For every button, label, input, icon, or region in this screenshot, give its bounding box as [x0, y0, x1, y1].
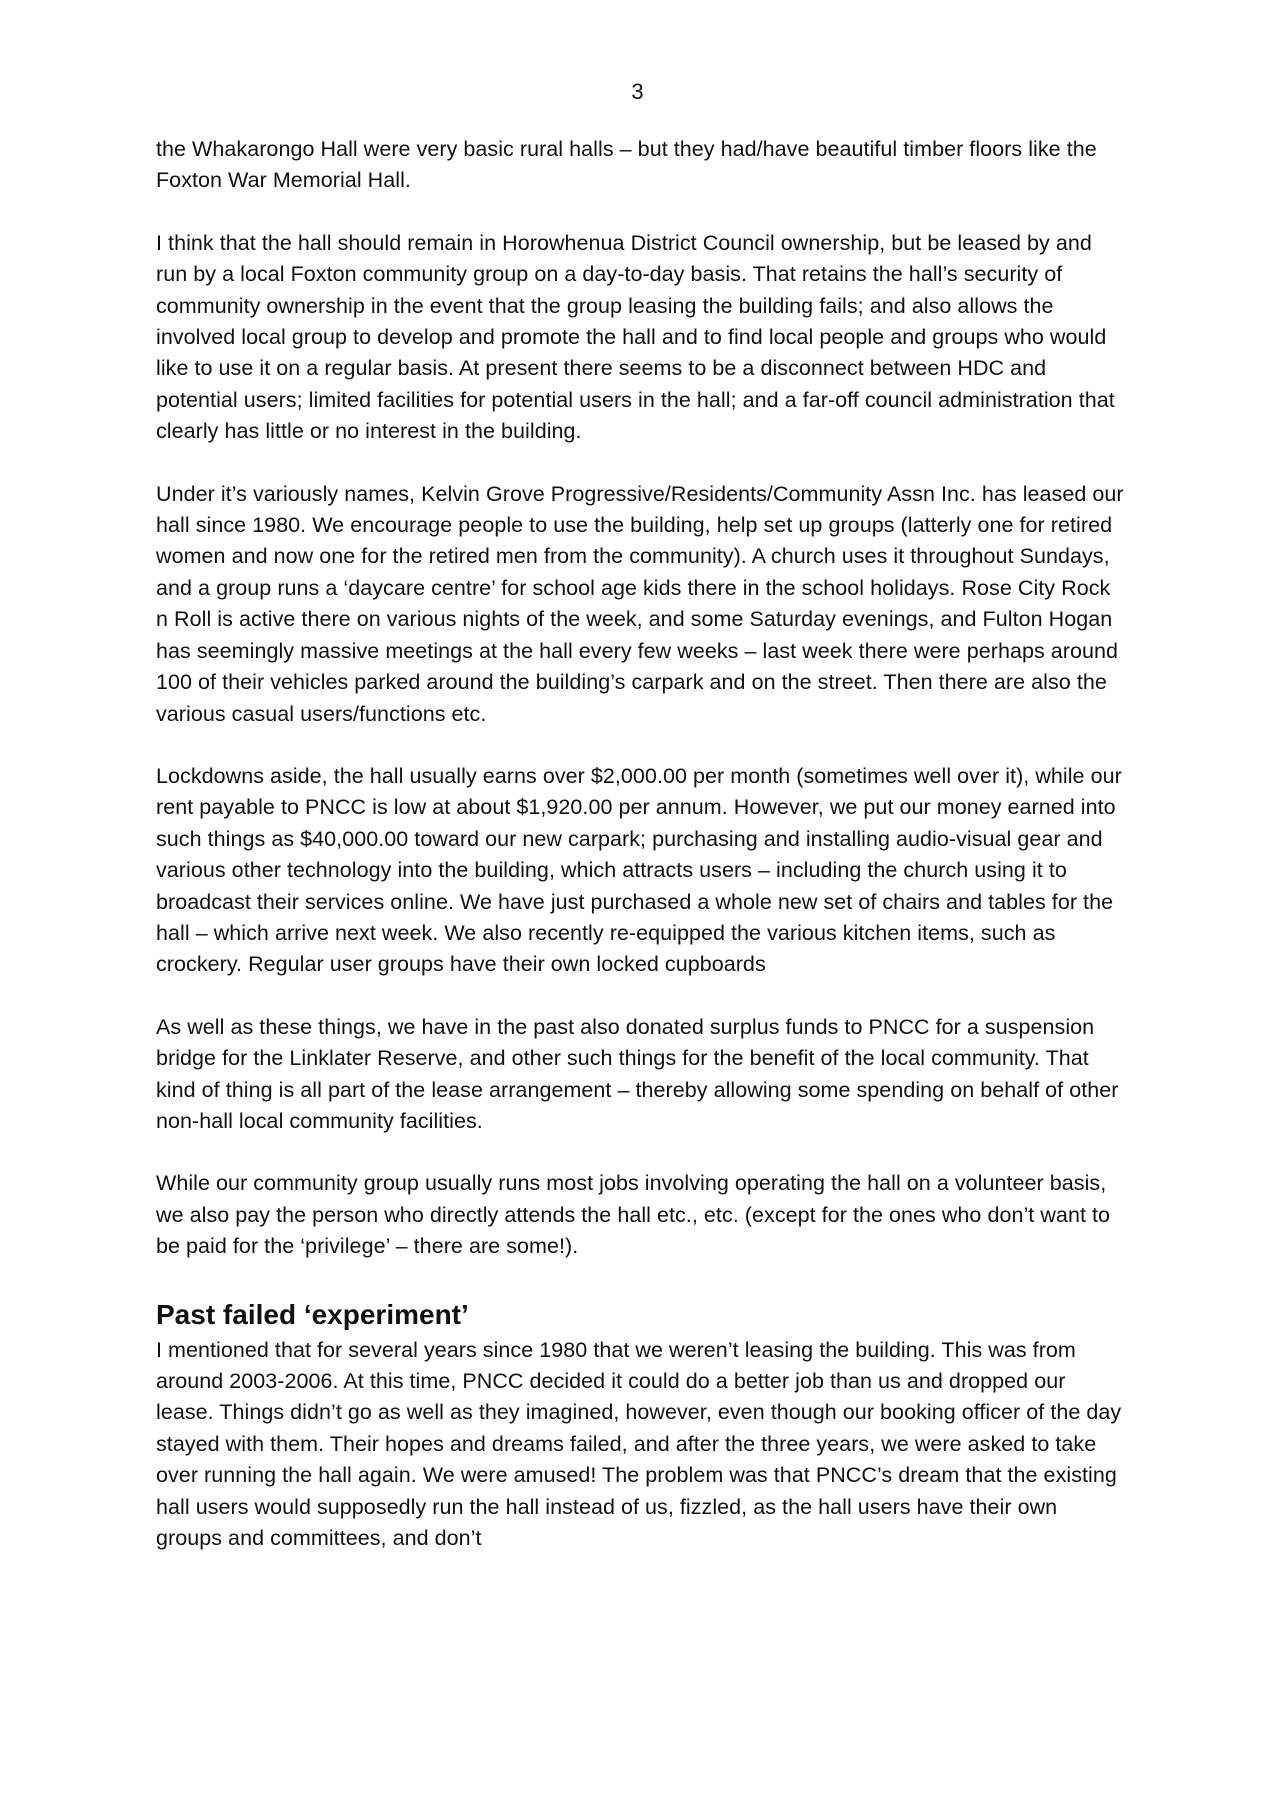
section-heading: Past failed ‘experiment’: [156, 1298, 469, 1330]
paragraph-past-experiment: I mentioned that for several years since 1980 that we weren’t leasing the building. This was from around 2003-2006. At this time, PNCC decided it could do a better job than us and dropped our lease. Things didn’t go as well as they imagined, however, even though our booking officer of the day stayed with them. Their hopes and dreams failed, and after the three years, we were asked to take over running the hall again. We were amused! The problem was that PNCC’s dream that the existing hall users would supposedly run the hall instead of us, fizzled, as the hall users have their own groups and committees, and don’t: [156, 1337, 1122, 1551]
paragraph-donations: As well as these things, we have in the past also donated surplus funds to PNCC for a suspension bridge for the Linklater Reserve, and other such things for the benefit of the local community. That kind of thing is all part of the lease arrangement – thereby allowing some spending on behalf of other non-hall local community facilities.: [156, 1014, 1119, 1133]
document-body: [156, 134, 1128, 1585]
paragraph-hall-earnings: Lockdowns aside, the hall usually earns over $2,000.00 per month (sometimes well over it), while our rent payable to PNCC is low at about $1,920.00 per annum. However, we put our money earned into such things as $40,000.00 toward our new carpark; purchasing and installing audio-visual gear and various other technology into the building, which attracts users – including the church using it to broadcast their services online. We have just purchased a whole new set of chairs and tables for the hall – which arrive next week. We also recently re-equipped the various kitchen items, such as crockery. Regular user groups have their own locked cupboards: [156, 763, 1122, 977]
paragraph-kelvin-grove-lease: Under it’s variously names, Kelvin Grove Progressive/Residents/Community Assn Inc. has leased our hall since 1980. We encourage people to use the building, help set up groups (latterly one for retired women and now one for the retired men from the community). A church uses it throughout Sundays, and a group runs a ‘daycare centre’ for school age kids there in the school holidays. Rose City Rock n Roll is active there on various nights of the week, and some Saturday evenings, and Fulton Hogan has seemingly massive meetings at the hall every few weeks – last week there were perhaps around 100 of their vehicles parked around the building’s carpark and on the street. Then there are also the various casual users/functions etc.: [156, 481, 1124, 726]
paragraph-volunteers: While our community group usually runs most jobs involving operating the hall on a volunteer basis, we also pay the person who directly attends the hall etc., etc. (except for the ones who don’t want to be paid for the ‘privilege’ – there are some!).: [156, 1171, 1111, 1259]
paragraph-hall-ownership: I think that the hall should remain in Horowhenua District Council ownership, but be leased by and run by a local Foxton community group on a day-to-day basis. That retains the hall’s security of community ownership in the event that the group leasing the building fails; and also allows the involved local group to develop and promote the hall and to find local people and groups who would like to use it on a regular basis. At present there seems to be a disconnect between HDC and potential users; limited facilities for potential users in the hall; and a far-off council administration that clearly has little or no interest in the building.: [156, 230, 1115, 444]
page-number: 3: [631, 79, 644, 104]
paragraph-whakarongo-hall: the Whakarongo Hall were very basic rural halls – but they had/have beautiful timber floors like the Foxton War Memorial Hall.: [156, 137, 1097, 193]
